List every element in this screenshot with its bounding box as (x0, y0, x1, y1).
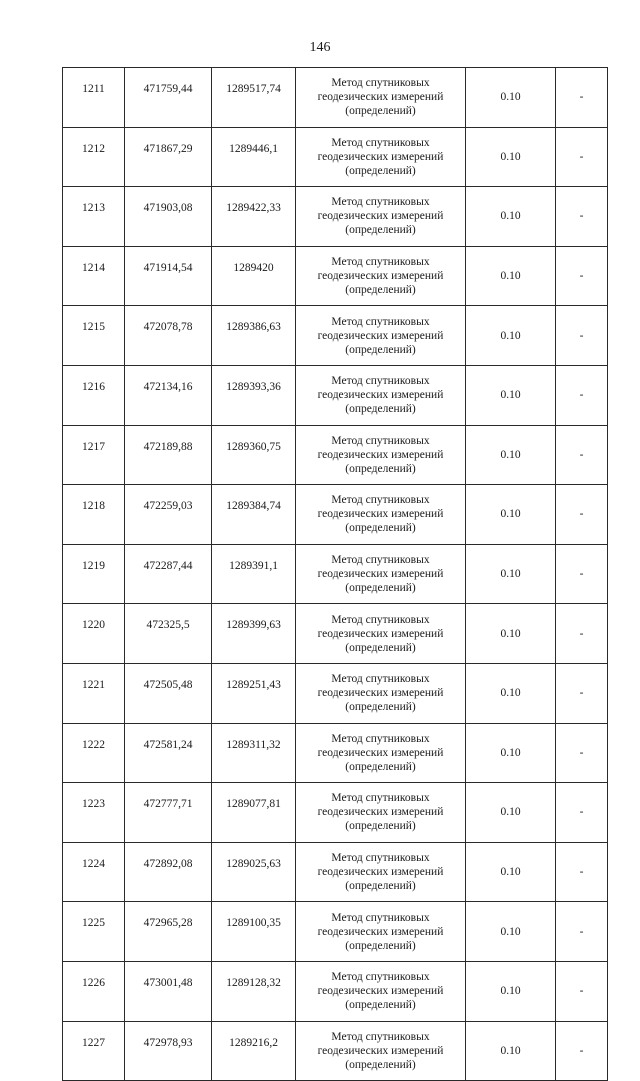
point-number-cell: 1216 (63, 365, 125, 425)
method-cell: Метод спутниковых геодезических измерений (определений) (296, 127, 466, 187)
point-number-cell: 1226 (63, 961, 125, 1021)
x-coordinate-cell: 472777,71 (125, 783, 212, 843)
accuracy-cell: 0.10 (466, 187, 556, 247)
table-row (63, 902, 608, 962)
accuracy-cell: 0.10 (466, 127, 556, 187)
y-coordinate-cell: 1289391,1 (212, 544, 296, 604)
method-cell: Метод спутниковых геодезических измерений (определений) (296, 485, 466, 545)
y-coordinate-cell: 1289251,43 (212, 663, 296, 723)
point-number-cell: 1220 (63, 604, 125, 664)
note-cell: - (556, 68, 608, 128)
note-cell: - (556, 127, 608, 187)
note-cell: - (556, 1021, 608, 1081)
point-number-cell: 1211 (63, 68, 125, 128)
y-coordinate-cell: 1289128,32 (212, 961, 296, 1021)
point-number-cell: 1224 (63, 842, 125, 902)
x-coordinate-cell: 472134,16 (125, 365, 212, 425)
point-number-cell: 1212 (63, 127, 125, 187)
note-cell: - (556, 425, 608, 485)
x-coordinate-cell: 471867,29 (125, 127, 212, 187)
method-cell: Метод спутниковых геодезических измерений (определений) (296, 604, 466, 664)
y-coordinate-cell: 1289386,63 (212, 306, 296, 366)
x-coordinate-cell: 472078,78 (125, 306, 212, 366)
x-coordinate-cell: 472287,44 (125, 544, 212, 604)
coordinates-table-body (63, 68, 608, 1081)
point-number-cell: 1213 (63, 187, 125, 247)
y-coordinate-cell: 1289360,75 (212, 425, 296, 485)
note-cell: - (556, 187, 608, 247)
point-number-cell: 1227 (63, 1021, 125, 1081)
point-number-cell: 1218 (63, 485, 125, 545)
table-row (63, 187, 608, 247)
x-coordinate-cell: 472259,03 (125, 485, 212, 545)
x-coordinate-cell: 473001,48 (125, 961, 212, 1021)
method-cell: Метод спутниковых геодезических измерений (определений) (296, 365, 466, 425)
table-row (63, 425, 608, 485)
point-number-cell: 1215 (63, 306, 125, 366)
method-cell: Метод спутниковых геодезических измерений (определений) (296, 723, 466, 783)
note-cell: - (556, 961, 608, 1021)
accuracy-cell: 0.10 (466, 961, 556, 1021)
note-cell: - (556, 604, 608, 664)
note-cell: - (556, 485, 608, 545)
table-row (63, 1021, 608, 1081)
point-number-cell: 1225 (63, 902, 125, 962)
y-coordinate-cell: 1289025,63 (212, 842, 296, 902)
table-row (63, 68, 608, 128)
y-coordinate-cell: 1289384,74 (212, 485, 296, 545)
table-row (63, 783, 608, 843)
point-number-cell: 1219 (63, 544, 125, 604)
method-cell: Метод спутниковых геодезических измерений (определений) (296, 68, 466, 128)
point-number-cell: 1222 (63, 723, 125, 783)
x-coordinate-cell: 472505,48 (125, 663, 212, 723)
table-row (63, 723, 608, 783)
y-coordinate-cell: 1289077,81 (212, 783, 296, 843)
y-coordinate-cell: 1289420 (212, 246, 296, 306)
table-row (63, 246, 608, 306)
x-coordinate-cell: 472189,88 (125, 425, 212, 485)
table-row (63, 365, 608, 425)
method-cell: Метод спутниковых геодезических измерений (определений) (296, 425, 466, 485)
method-cell: Метод спутниковых геодезических измерений (определений) (296, 842, 466, 902)
x-coordinate-cell: 472581,24 (125, 723, 212, 783)
note-cell: - (556, 306, 608, 366)
table-row (63, 127, 608, 187)
y-coordinate-cell: 1289393,36 (212, 365, 296, 425)
method-cell: Метод спутниковых геодезических измерений (определений) (296, 246, 466, 306)
y-coordinate-cell: 1289517,74 (212, 68, 296, 128)
method-cell: Метод спутниковых геодезических измерений (определений) (296, 663, 466, 723)
x-coordinate-cell: 472978,93 (125, 1021, 212, 1081)
point-number-cell: 1217 (63, 425, 125, 485)
method-cell: Метод спутниковых геодезических измерений (определений) (296, 544, 466, 604)
note-cell: - (556, 246, 608, 306)
point-number-cell: 1223 (63, 783, 125, 843)
y-coordinate-cell: 1289311,32 (212, 723, 296, 783)
y-coordinate-cell: 1289216,2 (212, 1021, 296, 1081)
table-row (63, 663, 608, 723)
note-cell: - (556, 365, 608, 425)
accuracy-cell: 0.10 (466, 1021, 556, 1081)
point-number-cell: 1214 (63, 246, 125, 306)
note-cell: - (556, 783, 608, 843)
method-cell: Метод спутниковых геодезических измерений (определений) (296, 961, 466, 1021)
table-row (63, 485, 608, 545)
page-number: 146 (309, 40, 331, 55)
note-cell: - (556, 902, 608, 962)
accuracy-cell: 0.10 (466, 544, 556, 604)
method-cell: Метод спутниковых геодезических измерений (определений) (296, 187, 466, 247)
y-coordinate-cell: 1289446,1 (212, 127, 296, 187)
table-row (63, 604, 608, 664)
table-row (63, 306, 608, 366)
accuracy-cell: 0.10 (466, 68, 556, 128)
y-coordinate-cell: 1289100,35 (212, 902, 296, 962)
accuracy-cell: 0.10 (466, 902, 556, 962)
note-cell: - (556, 842, 608, 902)
table-row (63, 544, 608, 604)
x-coordinate-cell: 471759,44 (125, 68, 212, 128)
accuracy-cell: 0.10 (466, 842, 556, 902)
accuracy-cell: 0.10 (466, 723, 556, 783)
x-coordinate-cell: 472325,5 (125, 604, 212, 664)
y-coordinate-cell: 1289422,33 (212, 187, 296, 247)
accuracy-cell: 0.10 (466, 783, 556, 843)
method-cell: Метод спутниковых геодезических измерений (определений) (296, 783, 466, 843)
table-row (63, 961, 608, 1021)
accuracy-cell: 0.10 (466, 604, 556, 664)
method-cell: Метод спутниковых геодезических измерений (определений) (296, 902, 466, 962)
accuracy-cell: 0.10 (466, 663, 556, 723)
x-coordinate-cell: 471903,08 (125, 187, 212, 247)
x-coordinate-cell: 471914,54 (125, 246, 212, 306)
table-row (63, 842, 608, 902)
method-cell: Метод спутниковых геодезических измерений (определений) (296, 1021, 466, 1081)
accuracy-cell: 0.10 (466, 425, 556, 485)
x-coordinate-cell: 472892,08 (125, 842, 212, 902)
accuracy-cell: 0.10 (466, 306, 556, 366)
x-coordinate-cell: 472965,28 (125, 902, 212, 962)
y-coordinate-cell: 1289399,63 (212, 604, 296, 664)
note-cell: - (556, 663, 608, 723)
note-cell: - (556, 544, 608, 604)
note-cell: - (556, 723, 608, 783)
accuracy-cell: 0.10 (466, 485, 556, 545)
accuracy-cell: 0.10 (466, 365, 556, 425)
method-cell: Метод спутниковых геодезических измерений (определений) (296, 306, 466, 366)
accuracy-cell: 0.10 (466, 246, 556, 306)
point-number-cell: 1221 (63, 663, 125, 723)
coordinates-table (62, 67, 608, 1081)
